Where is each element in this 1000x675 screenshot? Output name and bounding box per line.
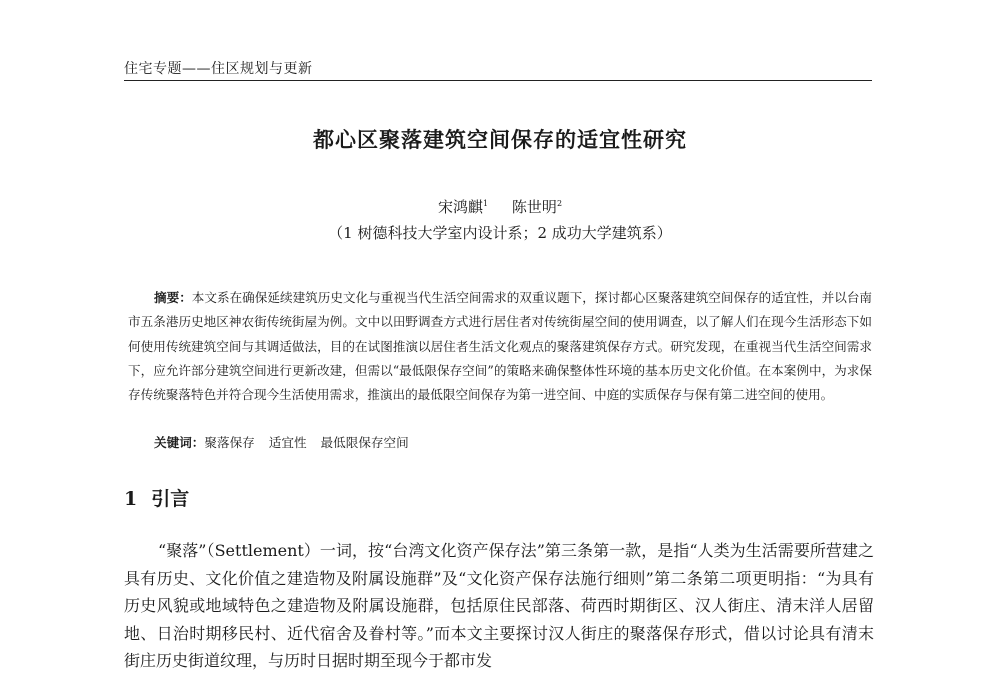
keyword-item: 聚落保存 [204, 435, 255, 450]
paper-title: 都心区聚落建筑空间保存的适宜性研究 [313, 127, 687, 152]
abstract-text: 本文系在确保延续建筑历史文化与重视当代生活空间需求的双重议题下，探讨都心区聚落建筑空间保存的适宜性，并以台南市五条港历史地区神农街传统街屋为例。文中以田野调查方式进行居住者对传统街屋空间的使用调查，以了解人们在现今生活形态下如何使用传统建筑空间与其调适做法，目的在试图推演以居住者生活文化观点的聚落建筑保存方式。研究发现，在重视当代生活空间需求下，应允许部分建筑空间进行更新改建，但需以“最低限保存空间”的策略来确保整体性环境的基本历史文化价值。在本案例中，为求保存传统聚落特色并符合现今生活使用需求，推演出的最低限空间保存为第一进空间、中庭的实质保存与保有第二进空间的使用。 [128, 290, 873, 403]
body-paragraph: “聚落”（Settlement）一词，按“台湾文化资产保存法”第三条第一款，是指“人类为生活需要所营建之具有历史、文化价值之建造物及附属设施群”及“文化资产保存法施行细则”第二条第二项更明指：“为具有历史风貌或地域特色之建造物及附属设施群，包括原住民部落、荷西时期街区、汉人街庄、清末洋人居留地、日治时期移民村、近代宿舍及眷村等。”而本文主要探讨汉人街庄的聚落保存形式，借以讨论具有清末街庄历史街道纹理，与历时日据时期至现今于都市发 [124, 541, 874, 670]
affiliation-line: （1 树德科技大学室内设计系；2 成功大学建筑系） [328, 224, 672, 242]
author-name: 陈世明 [511, 198, 557, 216]
running-header: 住宅专题——住区规划与更新 [124, 61, 313, 77]
section-title: 引言 [151, 488, 190, 510]
section-number: 1 [124, 488, 138, 510]
author-name: 宋鸿麒 [437, 198, 483, 216]
keyword-item: 最低限保存空间 [320, 435, 409, 450]
abstract-label: 摘要： [154, 290, 192, 305]
author-affiliation-marker: 2 [556, 199, 563, 208]
author-affiliation-marker: 1 [482, 199, 489, 208]
section-heading [124, 484, 189, 511]
abstract [128, 286, 872, 407]
keyword-item: 适宜性 [268, 435, 307, 450]
keywords-label: 关键词： [154, 435, 205, 450]
keywords [154, 432, 423, 451]
header-rule [124, 80, 872, 81]
author-line [0, 196, 1000, 217]
